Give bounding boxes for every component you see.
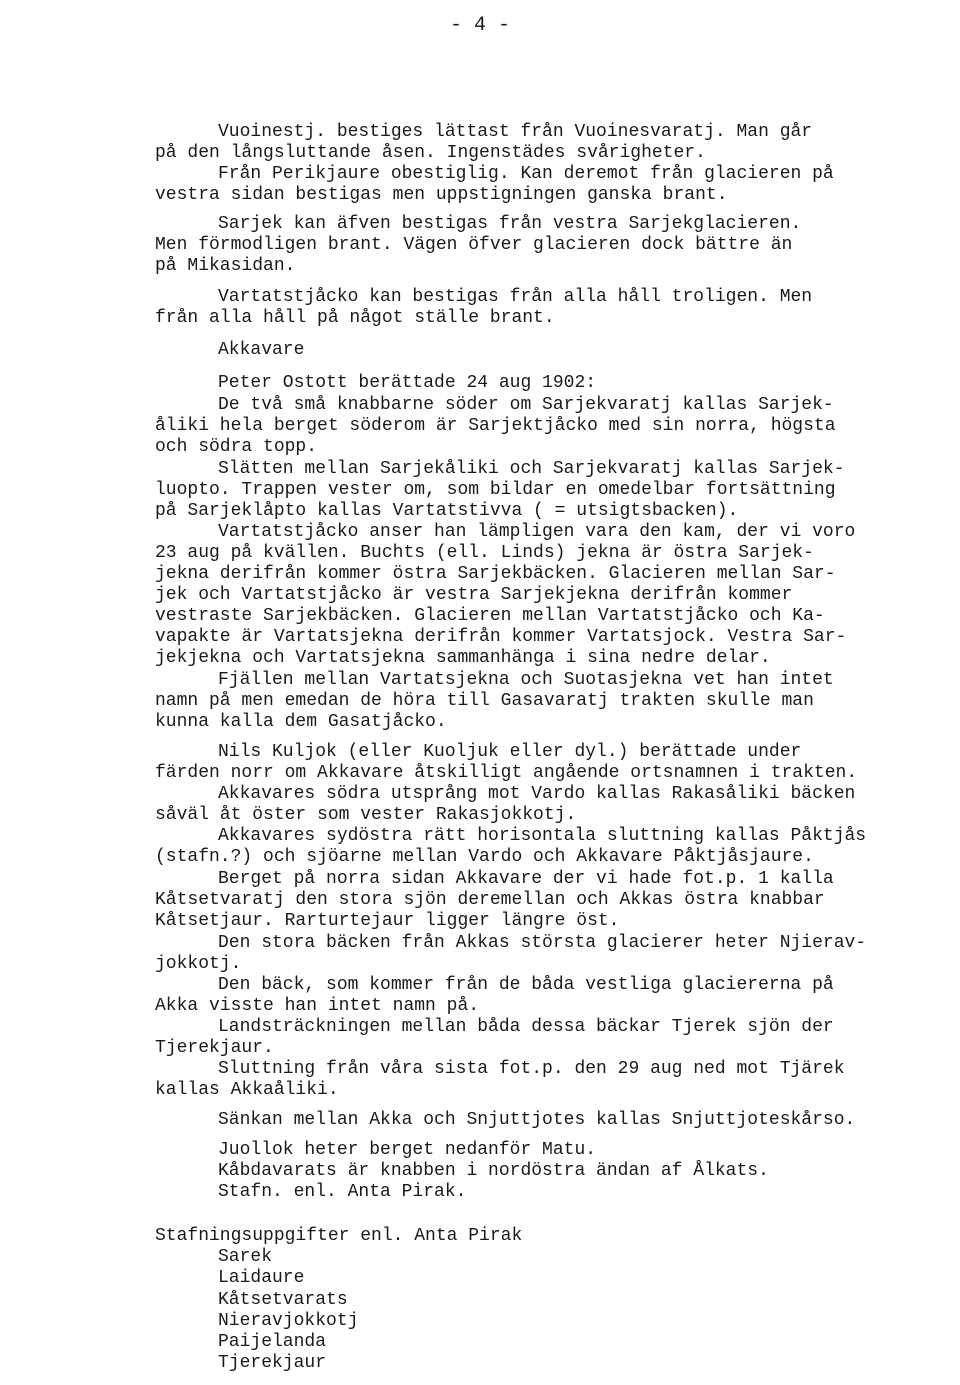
text-line: Sänkan mellan Akka och Snjuttjotes kallas Snjuttjoteskårso.: [218, 1110, 856, 1130]
text-line: Slätten mellan Sarjekåliki och Sarjekvaratj kallas Sarjek-: [218, 459, 845, 479]
text-line: Tjerekjaur: [218, 1353, 327, 1373]
text-line: Landsträckningen mellan båda dessa bäckar Tjerek sjön der: [218, 1017, 834, 1037]
text-line: Vuoinestj. bestiges lättast från Vuoinesvaratj. Man går: [218, 122, 813, 142]
text-line: Nieravjokkotj: [218, 1311, 359, 1331]
text-line: Sarek: [218, 1247, 273, 1267]
text-line: på den långsluttande åsen. Ingenstädes svårigheter.: [155, 143, 706, 163]
text-line: färden norr om Akkavare åtskilligt angående ortsnamnen i trakten.: [155, 763, 858, 783]
text-line: Stafn. enl. Anta Pirak.: [218, 1182, 467, 1202]
text-line: vestra sidan bestigas men uppstigningen ganska brant.: [155, 185, 728, 205]
text-line: Nils Kuljok (eller Kuoljuk eller dyl.) berättade under: [218, 742, 802, 762]
text-line: jek och Vartatstjåcko är vestra Sarjekjekna derifrån kommer: [155, 585, 793, 605]
text-line: Juollok heter berget nedanför Matu.: [218, 1140, 597, 1160]
text-line: Akka visste han intet namn på.: [155, 996, 480, 1016]
text-line: Fjällen mellan Vartatsjekna och Suotasjekna vet han intet: [218, 670, 834, 690]
text-line: och södra topp.: [155, 437, 318, 457]
text-line: kunna kalla dem Gasatjåcko.: [155, 712, 447, 732]
text-line: Från Perikjaure obestiglig. Kan deremot från glacieren på: [218, 164, 834, 184]
text-line: vapakte är Vartatsjekna derifrån kommer Vartatsjock. Vestra Sar-: [155, 627, 847, 647]
text-line: jekna derifrån kommer östra Sarjekbäcken. Glacieren mellan Sar-: [155, 564, 836, 584]
text-line: från alla håll på något ställe brant.: [155, 308, 555, 328]
text-line: Sarjek kan äfven bestigas från vestra Sarjekglacieren.: [218, 214, 802, 234]
text-line: Paijelanda: [218, 1332, 327, 1352]
text-line: Akkavares södra utsprång mot Vardo kallas Rakasåliki bäcken: [218, 784, 856, 804]
text-line: Peter Ostott berättade 24 aug 1902:: [218, 373, 597, 393]
text-line: kallas Akkaåliki.: [155, 1080, 339, 1100]
page-number: - 4 -: [449, 14, 510, 37]
text-line: Kåtsetvarats: [218, 1290, 348, 1310]
text-line: Kåbdavarats är knabben i nordöstra ändan af Ålkats.: [218, 1161, 769, 1181]
text-line: jokkotj.: [155, 954, 242, 974]
text-line: Kåtsetvaratj den stora sjön deremellan och Akkas östra knabbar: [155, 890, 825, 910]
text-line: på Sarjeklåpto kallas Vartatstivva ( = utsigtsbacken).: [155, 501, 739, 521]
text-line: Stafningsuppgifter enl. Anta Pirak: [155, 1226, 523, 1246]
text-line: åliki hela berget söderom är Sarjektjåcko med sin norra, högsta: [155, 416, 836, 436]
text-line: på Mikasidan.: [155, 256, 296, 276]
text-line: Den bäck, som kommer från de båda vestliga glaciererna på: [218, 975, 834, 995]
text-line: Sluttning från våra sista fot.p. den 29 aug ned mot Tjärek: [218, 1059, 845, 1079]
text-line: (stafn.?) och sjöarne mellan Vardo och Akkavare Påktjåsjaure.: [155, 847, 814, 867]
text-line: Vartatstjåcko kan bestigas från alla håll troligen. Men: [218, 287, 813, 307]
text-line: vestraste Sarjekbäcken. Glacieren mellan Vartatstjåcko och Ka-: [155, 606, 825, 626]
text-line: Berget på norra sidan Akkavare der vi hade fot.p. 1 kalla: [218, 869, 834, 889]
text-line: namn på men emedan de höra till Gasavaratj trakten skulle man: [155, 691, 814, 711]
text-line: jekjekna och Vartatsjekna sammanhänga i sina nedre delar.: [155, 648, 771, 668]
text-line: Kåtsetjaur. Rarturtejaur ligger längre öst.: [155, 911, 620, 931]
text-line: Akkavares sydöstra rätt horisontala sluttning kallas Påktjås: [218, 826, 867, 846]
text-line: Den stora bäcken från Akkas största glacierer heter Njierav-: [218, 933, 867, 953]
text-line: Laidaure: [218, 1268, 305, 1288]
text-line: Vartatstjåcko anser han lämpligen vara den kam, der vi voro: [218, 522, 856, 542]
text-line: luopto. Trappen vester om, som bildar en omedelbar fortsättning: [155, 480, 836, 500]
text-line: Tjerekjaur.: [155, 1038, 274, 1058]
text-line: såväl åt öster som vester Rakasjokkotj.: [155, 805, 577, 825]
text-line: 23 aug på kvällen. Buchts (ell. Linds) jekna är östra Sarjek-: [155, 543, 814, 563]
text-line: Men förmodligen brant. Vägen öfver glacieren dock bättre än: [155, 235, 793, 255]
text-line: Akkavare: [218, 340, 305, 360]
text-line: De två små knabbarne söder om Sarjekvaratj kallas Sarjek-: [218, 395, 834, 415]
